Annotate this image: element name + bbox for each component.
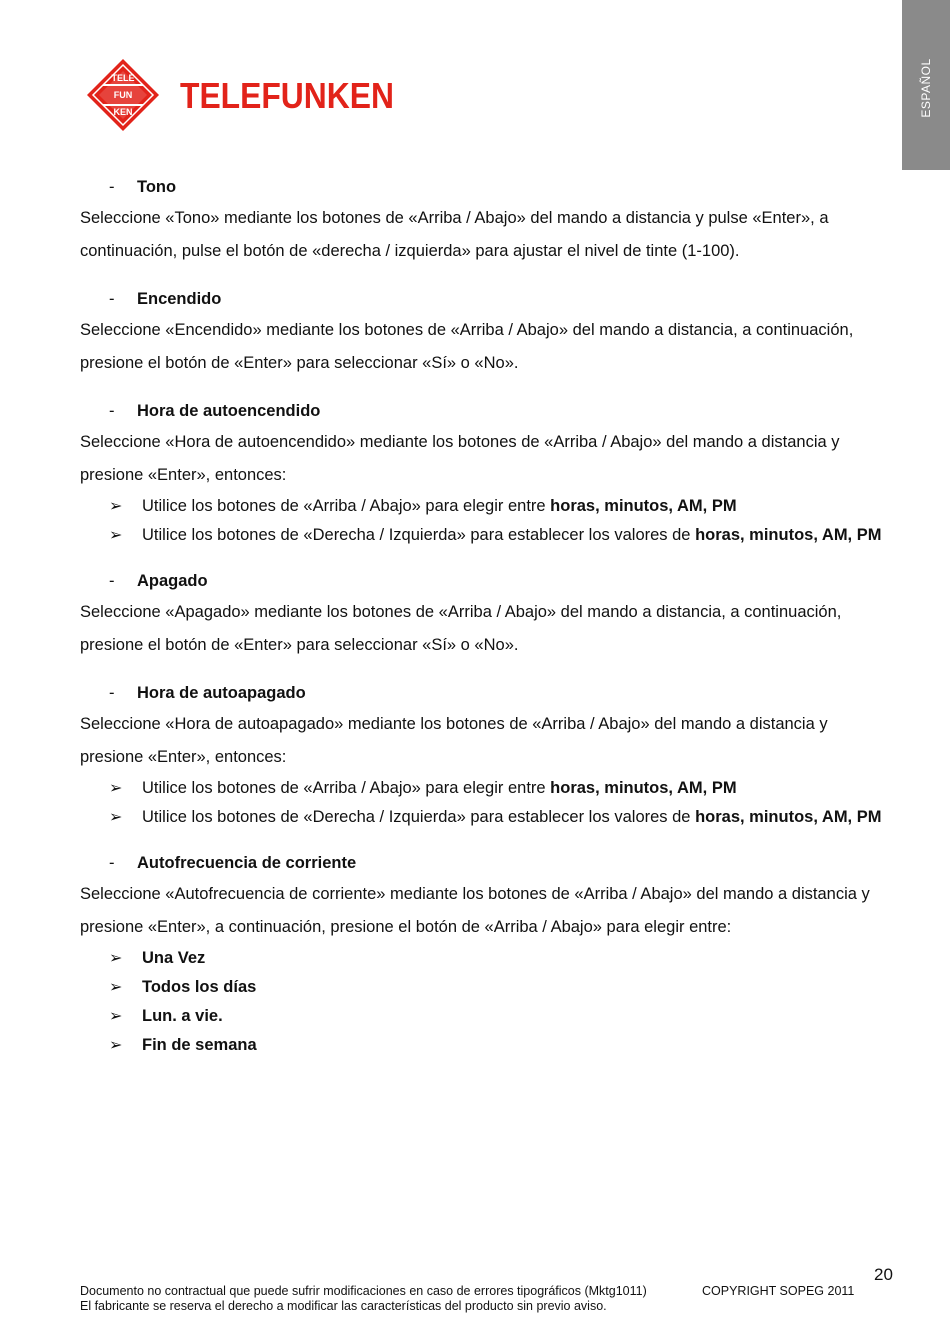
section-title: Tono xyxy=(137,178,177,196)
section-text: Seleccione «Autofrecuencia de corriente» mediante los botones de «Arriba / Abajo» del mando a distancia y presione «Enter», a continuación, presione el botón de «Arriba / Abajo» para elegir entre: xyxy=(80,885,870,936)
footer-disclaimer-line-2: El fabricante se reserva el derecho a modificar las características del producto sin previo aviso. xyxy=(80,1299,607,1313)
section-text: Seleccione «Encendido» mediante los botones de «Arriba / Abajo» del mando a distancia, a continuación, presione el botón de «Enter» para seleccionar «Sí» o «No». xyxy=(80,321,854,372)
arrow-bullet-icon: ➢ xyxy=(109,780,123,797)
section-heading: - Apagado xyxy=(109,572,208,590)
section-tono xyxy=(80,172,895,268)
section-title: Encendido xyxy=(137,290,222,308)
telefunken-logo xyxy=(86,58,398,134)
arrow-bullet-icon: ➢ xyxy=(109,979,123,996)
arrow-bullet-icon: ➢ xyxy=(109,1037,123,1054)
section-heading: - Tono xyxy=(109,178,177,196)
section-title: Hora de autoencendido xyxy=(137,402,321,420)
section-text: Seleccione «Apagado» mediante los botones de «Arriba / Abajo» del mando a distancia, a continuación, presione el botón de «Enter» para seleccionar «Sí» o «No». xyxy=(80,603,842,654)
footer xyxy=(80,1284,855,1314)
section-title: Hora de autoapagado xyxy=(137,684,306,702)
section-encendido xyxy=(80,284,895,380)
arrow-bullet-icon: ➢ xyxy=(109,950,123,967)
language-tab-label: ESPAÑOL xyxy=(919,58,933,118)
section-apagado xyxy=(80,566,895,662)
list-item: ➢ Todos los días xyxy=(80,973,895,1002)
section-title: Autofrecuencia de corriente xyxy=(137,854,357,872)
list-item: ➢ Utilice los botones de «Derecha / Izquierda» para establecer los valores de horas, minutos, AM, PM xyxy=(80,521,895,550)
section-autofrecuencia-de-corriente xyxy=(80,848,895,1060)
section-text: Seleccione «Tono» mediante los botones de «Arriba / Abajo» del mando a distancia y pulse «Enter», a continuación, pulse el botón de «derecha / izquierda» para ajustar el nivel de tinte (1-100). xyxy=(80,209,829,260)
language-tab xyxy=(902,0,950,170)
bullet-list xyxy=(80,944,895,1060)
list-item: ➢ Fin de semana xyxy=(80,1031,895,1060)
bullet-list xyxy=(80,774,895,832)
section-heading: - Hora de autoapagado xyxy=(109,684,306,702)
section-text: Seleccione «Hora de autoencendido» mediante los botones de «Arriba / Abajo» del mando a distancia y presione «Enter», entonces: xyxy=(80,433,840,484)
logo-emblem-line-2: FUN xyxy=(113,90,133,100)
arrow-bullet-icon: ➢ xyxy=(109,809,123,826)
list-item: ➢ Utilice los botones de «Arriba / Abajo» para elegir entre horas, minutos, AM, PM xyxy=(80,774,895,803)
section-heading: - Hora de autoencendido xyxy=(109,402,321,420)
arrow-bullet-icon: ➢ xyxy=(109,1008,123,1025)
page-number: 20 xyxy=(874,1265,893,1284)
list-item: ➢ Utilice los botones de «Derecha / Izquierda» para establecer los valores de horas, minutos, AM, PM xyxy=(80,803,895,832)
logo-emblem-line-1: TELE xyxy=(111,73,135,83)
list-item: ➢ Lun. a vie. xyxy=(80,1002,895,1031)
section-text: Seleccione «Hora de autoapagado» mediante los botones de «Arriba / Abajo» del mando a distancia y presione «Enter», entonces: xyxy=(80,715,828,766)
section-heading: - Encendido xyxy=(109,290,222,308)
arrow-bullet-icon: ➢ xyxy=(109,527,123,544)
document-body xyxy=(80,172,895,1076)
logo-emblem-line-3: KEN xyxy=(113,107,133,117)
section-hora-de-autoapagado xyxy=(80,678,895,832)
section-hora-de-autoencendido xyxy=(80,396,895,550)
list-item: ➢ Una Vez xyxy=(80,944,895,973)
logo-wordmark: TELEFUNKEN xyxy=(180,75,394,116)
bullet-list xyxy=(80,492,895,550)
list-item: ➢ Utilice los botones de «Arriba / Abajo» para elegir entre horas, minutos, AM, PM xyxy=(80,492,895,521)
footer-copyright: COPYRIGHT SOPEG 2011 xyxy=(702,1284,855,1298)
arrow-bullet-icon: ➢ xyxy=(109,498,123,515)
section-title: Apagado xyxy=(137,572,208,590)
footer-disclaimer-line-1: Documento no contractual que puede sufrir modificaciones en caso de errores tipográficos (Mktg1011) xyxy=(80,1284,647,1298)
section-heading: - Autofrecuencia de corriente xyxy=(109,854,357,872)
